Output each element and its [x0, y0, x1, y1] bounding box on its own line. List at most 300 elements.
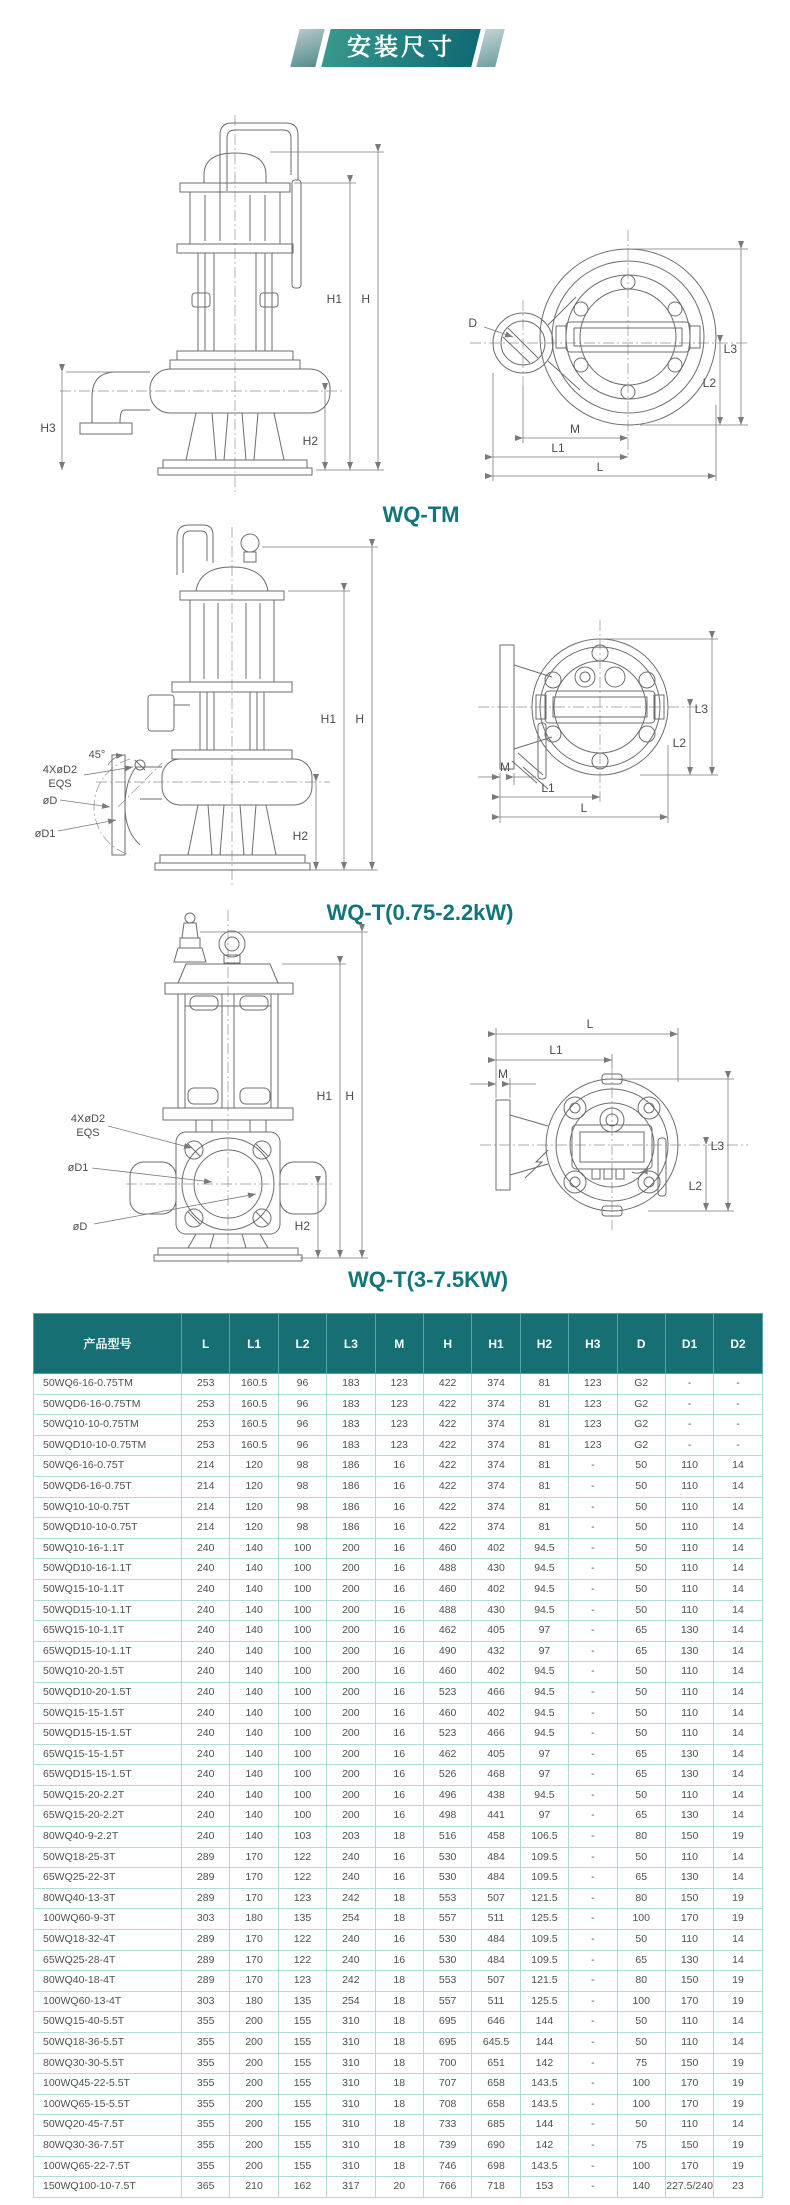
value-cell: 16	[375, 1847, 423, 1868]
table-row	[34, 1765, 763, 1786]
value-cell: 50	[617, 1518, 665, 1539]
dim-label-d: D	[468, 316, 477, 330]
dim-label-h1: H1	[326, 292, 342, 306]
table-row	[34, 1600, 763, 1621]
value-cell: 14	[714, 1641, 762, 1662]
value-cell: 97	[520, 1806, 568, 1827]
value-cell: 65	[617, 1641, 665, 1662]
value-cell: 14	[714, 1621, 762, 1642]
value-cell: 65	[617, 1744, 665, 1765]
value-cell: 240	[182, 1744, 230, 1765]
value-cell: 20	[375, 2177, 423, 2198]
dim-label-l1: L1	[551, 441, 565, 455]
value-cell: 142	[520, 2135, 568, 2156]
value-cell: 110	[665, 1456, 713, 1477]
value-cell: 170	[665, 2074, 713, 2095]
value-cell: 253	[182, 1435, 230, 1456]
value-cell: 200	[230, 2135, 278, 2156]
table-row	[34, 1435, 763, 1456]
value-cell: 150	[665, 2053, 713, 2074]
value-cell: 685	[472, 2115, 520, 2136]
value-cell: 200	[327, 1559, 375, 1580]
value-cell: -	[569, 1579, 617, 1600]
value-cell: 16	[375, 1476, 423, 1497]
value-cell: 94.5	[520, 1600, 568, 1621]
dim-label-h2: H2	[294, 1219, 310, 1233]
value-cell: 422	[423, 1374, 471, 1395]
value-cell: 462	[423, 1621, 471, 1642]
value-cell: 507	[472, 1971, 520, 1992]
value-cell: -	[569, 1950, 617, 1971]
value-cell: 402	[472, 1538, 520, 1559]
value-cell: 458	[472, 1827, 520, 1848]
dim-label-l: L	[586, 1017, 594, 1031]
table-row	[34, 1950, 763, 1971]
table-row	[34, 1476, 763, 1497]
model-cell: 50WQD6-16-0.75T	[34, 1476, 182, 1497]
model-cell: 50WQ10-16-1.1T	[34, 1538, 182, 1559]
value-cell: 214	[182, 1497, 230, 1518]
value-cell: 109.5	[520, 1847, 568, 1868]
value-cell: 100	[278, 1703, 326, 1724]
value-cell: 240	[182, 1579, 230, 1600]
value-cell: 16	[375, 1579, 423, 1600]
value-cell: 18	[375, 2033, 423, 2054]
dim-label-l2: L2	[672, 736, 686, 750]
model-cell: 65WQ25-28-4T	[34, 1950, 182, 1971]
model-cell: 50WQ15-15-1.5T	[34, 1703, 182, 1724]
value-cell: 553	[423, 1971, 471, 1992]
table-row	[34, 2156, 763, 2177]
value-cell: 310	[327, 2156, 375, 2177]
value-cell: 14	[714, 1682, 762, 1703]
value-cell: 14	[714, 1476, 762, 1497]
model-cell: 50WQ6-16-0.75T	[34, 1456, 182, 1477]
value-cell: 374	[472, 1476, 520, 1497]
value-cell: 14	[714, 1950, 762, 1971]
value-cell: 200	[230, 2012, 278, 2033]
wq-t-small-top-view	[478, 620, 705, 803]
value-cell: 14	[714, 2033, 762, 2054]
value-cell: -	[569, 1538, 617, 1559]
dim-label-h2: H2	[302, 434, 318, 448]
value-cell: 210	[230, 2177, 278, 2198]
value-cell: 18	[375, 2012, 423, 2033]
value-cell: 150	[665, 2135, 713, 2156]
value-cell: 50	[617, 1703, 665, 1724]
column-header: D2	[714, 1314, 762, 1374]
value-cell: 98	[278, 1497, 326, 1518]
value-cell: 110	[665, 1662, 713, 1683]
value-cell: 180	[230, 1991, 278, 2012]
value-cell: 374	[472, 1435, 520, 1456]
model-cell: 80WQ30-30-5.5T	[34, 2053, 182, 2074]
value-cell: 155	[278, 2053, 326, 2074]
value-cell: 100	[278, 1724, 326, 1745]
value-cell: 109.5	[520, 1950, 568, 1971]
value-cell: -	[714, 1394, 762, 1415]
column-header: L	[182, 1314, 230, 1374]
dim-label-l3: L3	[723, 342, 737, 356]
value-cell: 200	[327, 1600, 375, 1621]
value-cell: 200	[327, 1703, 375, 1724]
value-cell: 739	[423, 2135, 471, 2156]
wq-tm-top-view	[470, 230, 748, 455]
value-cell: 200	[230, 2115, 278, 2136]
value-cell: 365	[182, 2177, 230, 2198]
value-cell: 100	[278, 1641, 326, 1662]
column-header: L1	[230, 1314, 278, 1374]
value-cell: 153	[520, 2177, 568, 2198]
figure-caption-wq-tm: WQ-TM	[382, 502, 460, 527]
value-cell: 16	[375, 1724, 423, 1745]
value-cell: 81	[520, 1374, 568, 1395]
value-cell: 511	[472, 1991, 520, 2012]
model-cell: 50WQ10-20-1.5T	[34, 1662, 182, 1683]
value-cell: 645.5	[472, 2033, 520, 2054]
table-row	[34, 1909, 763, 1930]
value-cell: -	[714, 1415, 762, 1436]
angle-label: 45°	[88, 749, 106, 761]
value-cell: 50	[617, 1600, 665, 1621]
value-cell: 16	[375, 1930, 423, 1951]
value-cell: 65	[617, 1765, 665, 1786]
model-cell: 100WQ60-13-4T	[34, 1991, 182, 2012]
value-cell: 135	[278, 1991, 326, 2012]
value-cell: 81	[520, 1435, 568, 1456]
value-cell: 100	[617, 2156, 665, 2177]
table-row	[34, 2033, 763, 2054]
table-row	[34, 1518, 763, 1539]
value-cell: 130	[665, 1868, 713, 1889]
value-cell: G2	[617, 1415, 665, 1436]
table-row	[34, 1682, 763, 1703]
value-cell: -	[569, 2033, 617, 2054]
value-cell: 110	[665, 1724, 713, 1745]
table-row	[34, 1662, 763, 1683]
dim-label-l2: L2	[702, 376, 716, 390]
value-cell: 303	[182, 1991, 230, 2012]
value-cell: 240	[182, 1559, 230, 1580]
value-cell: -	[569, 1971, 617, 1992]
value-cell: 355	[182, 2053, 230, 2074]
column-header: H3	[569, 1314, 617, 1374]
model-cell: 50WQ15-10-1.1T	[34, 1579, 182, 1600]
value-cell: 254	[327, 1909, 375, 1930]
value-cell: 240	[327, 1847, 375, 1868]
value-cell: 16	[375, 1497, 423, 1518]
value-cell: 16	[375, 1518, 423, 1539]
value-cell: 123	[569, 1435, 617, 1456]
value-cell: -	[569, 1785, 617, 1806]
value-cell: G2	[617, 1435, 665, 1456]
value-cell: 180	[230, 1909, 278, 1930]
value-cell: 170	[230, 1971, 278, 1992]
value-cell: 240	[327, 1950, 375, 1971]
value-cell: 155	[278, 2074, 326, 2095]
value-cell: 81	[520, 1518, 568, 1539]
value-cell: 374	[472, 1497, 520, 1518]
value-cell: 766	[423, 2177, 471, 2198]
model-cell: 50WQ20-45-7.5T	[34, 2115, 182, 2136]
value-cell: 310	[327, 2094, 375, 2115]
value-cell: 50	[617, 1682, 665, 1703]
model-cell: 50WQ6-16-0.75TM	[34, 1374, 182, 1395]
value-cell: -	[569, 1621, 617, 1642]
dim-label-h: H	[361, 292, 370, 306]
value-cell: 140	[230, 1703, 278, 1724]
column-header: D	[617, 1314, 665, 1374]
bolt-spec-label: 4XøD2	[70, 1113, 106, 1125]
model-cell: 50WQ10-10-0.75TM	[34, 1415, 182, 1436]
value-cell: 81	[520, 1415, 568, 1436]
value-cell: 468	[472, 1765, 520, 1786]
table-row	[34, 1456, 763, 1477]
value-cell: 200	[230, 2094, 278, 2115]
value-cell: 374	[472, 1415, 520, 1436]
value-cell: 18	[375, 1827, 423, 1848]
dim-label-l3: L3	[710, 1139, 724, 1153]
value-cell: 708	[423, 2094, 471, 2115]
table-row	[34, 1744, 763, 1765]
table-row	[34, 2074, 763, 2095]
value-cell: 170	[230, 1930, 278, 1951]
value-cell: 94.5	[520, 1703, 568, 1724]
value-cell: 125.5	[520, 1909, 568, 1930]
value-cell: 498	[423, 1806, 471, 1827]
dim-label-h1: H1	[316, 1089, 332, 1103]
table-row	[34, 2053, 763, 2074]
value-cell: 254	[327, 1991, 375, 2012]
dia-d-label: øD	[42, 795, 58, 807]
value-cell: 432	[472, 1641, 520, 1662]
table-row	[34, 1621, 763, 1642]
value-cell: 80	[617, 1888, 665, 1909]
value-cell: 405	[472, 1744, 520, 1765]
value-cell: 155	[278, 2135, 326, 2156]
value-cell: -	[569, 1559, 617, 1580]
value-cell: -	[569, 1476, 617, 1497]
value-cell: 94.5	[520, 1724, 568, 1745]
model-cell: 80WQ40-18-4T	[34, 1971, 182, 1992]
table-row	[34, 1579, 763, 1600]
dim-label-l2: L2	[688, 1179, 702, 1193]
value-cell: 143.5	[520, 2094, 568, 2115]
value-cell: 98	[278, 1518, 326, 1539]
value-cell: 123	[569, 1374, 617, 1395]
value-cell: 289	[182, 1930, 230, 1951]
value-cell: 355	[182, 2012, 230, 2033]
value-cell: 240	[182, 1662, 230, 1683]
value-cell: 19	[714, 1827, 762, 1848]
value-cell: 65	[617, 1950, 665, 1971]
value-cell: -	[569, 1868, 617, 1889]
value-cell: 100	[278, 1744, 326, 1765]
value-cell: 14	[714, 1765, 762, 1786]
value-cell: 557	[423, 1991, 471, 2012]
value-cell: 96	[278, 1394, 326, 1415]
figure-caption-wq-t-big: WQ-T(3-7.5KW)	[347, 1267, 509, 1292]
dim-label-l: L	[580, 801, 588, 815]
value-cell: 150	[665, 1888, 713, 1909]
table-row	[34, 1930, 763, 1951]
value-cell: 658	[472, 2074, 520, 2095]
dim-label-m: M	[500, 760, 510, 774]
value-cell: 203	[327, 1827, 375, 1848]
value-cell: 16	[375, 1600, 423, 1621]
value-cell: 310	[327, 2135, 375, 2156]
column-header: L3	[327, 1314, 375, 1374]
value-cell: 150	[665, 1971, 713, 1992]
value-cell: 484	[472, 1930, 520, 1951]
value-cell: 16	[375, 1641, 423, 1662]
value-cell: 422	[423, 1394, 471, 1415]
table-row	[34, 1415, 763, 1436]
value-cell: 123	[569, 1415, 617, 1436]
value-cell: 110	[665, 1497, 713, 1518]
value-cell: 170	[230, 1847, 278, 1868]
value-cell: 488	[423, 1559, 471, 1580]
table-row	[34, 2012, 763, 2033]
value-cell: 75	[617, 2135, 665, 2156]
value-cell: 123	[375, 1415, 423, 1436]
value-cell: 135	[278, 1909, 326, 1930]
value-cell: 94.5	[520, 1785, 568, 1806]
table-row	[34, 1888, 763, 1909]
value-cell: 16	[375, 1868, 423, 1889]
value-cell: -	[569, 1806, 617, 1827]
value-cell: 120	[230, 1476, 278, 1497]
value-cell: 50	[617, 1930, 665, 1951]
value-cell: -	[569, 2115, 617, 2136]
value-cell: 122	[278, 1930, 326, 1951]
value-cell: 317	[327, 2177, 375, 2198]
value-cell: 695	[423, 2033, 471, 2054]
value-cell: 140	[230, 1682, 278, 1703]
table-row	[34, 1724, 763, 1745]
value-cell: 460	[423, 1538, 471, 1559]
value-cell: -	[569, 1682, 617, 1703]
section-title: 安装尺寸	[347, 34, 455, 61]
model-cell: 65WQ15-10-1.1T	[34, 1621, 182, 1642]
value-cell: 402	[472, 1579, 520, 1600]
model-cell: 100WQ65-15-5.5T	[34, 2094, 182, 2115]
dia-d1-label: øD1	[34, 828, 56, 840]
value-cell: 122	[278, 1868, 326, 1889]
value-cell: -	[569, 2053, 617, 2074]
value-cell: 65	[617, 1621, 665, 1642]
value-cell: 374	[472, 1518, 520, 1539]
value-cell: 310	[327, 2033, 375, 2054]
value-cell: 110	[665, 2012, 713, 2033]
value-cell: 18	[375, 2115, 423, 2136]
value-cell: 240	[182, 1621, 230, 1642]
column-header: D1	[665, 1314, 713, 1374]
value-cell: 695	[423, 2012, 471, 2033]
value-cell: 110	[665, 1538, 713, 1559]
model-cell: 65WQ25-22-3T	[34, 1868, 182, 1889]
value-cell: 14	[714, 1497, 762, 1518]
value-cell: 100	[617, 2094, 665, 2115]
dim-label-h2: H2	[292, 829, 308, 843]
value-cell: 19	[714, 1888, 762, 1909]
value-cell: 374	[472, 1374, 520, 1395]
value-cell: 130	[665, 1641, 713, 1662]
value-cell: G2	[617, 1374, 665, 1395]
value-cell: 496	[423, 1785, 471, 1806]
value-cell: 16	[375, 1456, 423, 1477]
table-body	[34, 1374, 763, 2198]
value-cell: -	[569, 2094, 617, 2115]
value-cell: 16	[375, 1682, 423, 1703]
value-cell: 289	[182, 1868, 230, 1889]
value-cell: 50	[617, 1847, 665, 1868]
value-cell: 523	[423, 1724, 471, 1745]
model-cell: 50WQ15-40-5.5T	[34, 2012, 182, 2033]
value-cell: 100	[617, 1991, 665, 2012]
value-cell: 530	[423, 1847, 471, 1868]
table-row	[34, 1394, 763, 1415]
value-cell: 160.5	[230, 1394, 278, 1415]
value-cell: -	[665, 1435, 713, 1456]
value-cell: 16	[375, 1785, 423, 1806]
value-cell: 140	[230, 1765, 278, 1786]
value-cell: 698	[472, 2156, 520, 2177]
value-cell: 170	[665, 1909, 713, 1930]
value-cell: 14	[714, 1600, 762, 1621]
value-cell: 100	[278, 1682, 326, 1703]
value-cell: 140	[230, 1724, 278, 1745]
value-cell: 97	[520, 1621, 568, 1642]
value-cell: 530	[423, 1930, 471, 1951]
table-row	[34, 1703, 763, 1724]
value-cell: 110	[665, 1703, 713, 1724]
value-cell: 100	[278, 1662, 326, 1683]
value-cell: -	[569, 2177, 617, 2198]
value-cell: -	[569, 1765, 617, 1786]
banner-accent-left	[290, 29, 324, 67]
wq-t-small-drawing	[0, 515, 790, 900]
value-cell: 155	[278, 2012, 326, 2033]
value-cell: 19	[714, 1971, 762, 1992]
value-cell: 123	[278, 1888, 326, 1909]
model-cell: 100WQ65-22-7.5T	[34, 2156, 182, 2177]
dia-d1-label: øD1	[67, 1162, 89, 1174]
value-cell: 100	[278, 1538, 326, 1559]
value-cell: 240	[182, 1785, 230, 1806]
value-cell: 253	[182, 1415, 230, 1436]
value-cell: 16	[375, 1744, 423, 1765]
value-cell: 355	[182, 2033, 230, 2054]
value-cell: 140	[230, 1806, 278, 1827]
value-cell: 143.5	[520, 2156, 568, 2177]
model-cell: 150WQ100-10-7.5T	[34, 2177, 182, 2198]
value-cell: 16	[375, 1703, 423, 1724]
value-cell: 14	[714, 1868, 762, 1889]
value-cell: 242	[327, 1888, 375, 1909]
value-cell: 530	[423, 1868, 471, 1889]
value-cell: 355	[182, 2156, 230, 2177]
value-cell: 186	[327, 1497, 375, 1518]
column-header: M	[375, 1314, 423, 1374]
value-cell: 507	[472, 1888, 520, 1909]
value-cell: 94.5	[520, 1662, 568, 1683]
value-cell: 374	[472, 1394, 520, 1415]
value-cell: 355	[182, 2135, 230, 2156]
value-cell: 14	[714, 1930, 762, 1951]
value-cell: 140	[230, 1559, 278, 1580]
value-cell: 16	[375, 1765, 423, 1786]
